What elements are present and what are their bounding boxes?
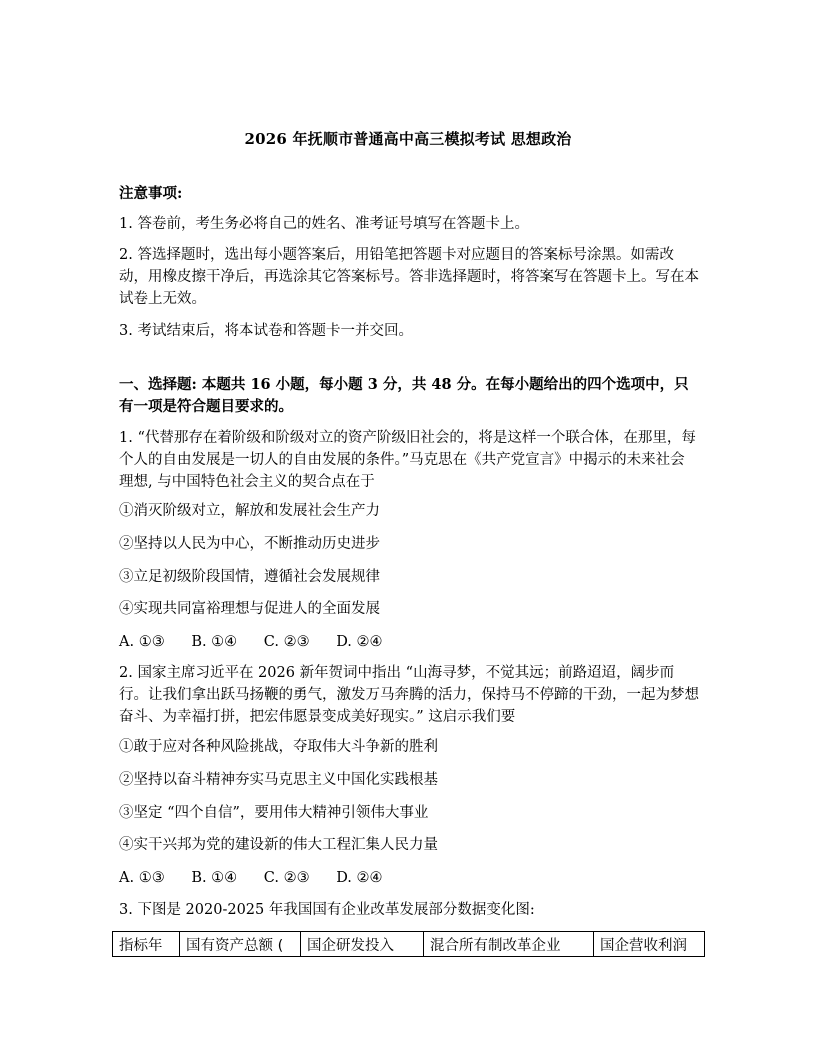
section-heading: 一、选择题: 本题共 16 小题，每小题 3 分，共 48 分。在每小题给出的四个选项中，只有一项是符合题目要求的。 — [119, 376, 689, 415]
table-header-cell: 国企营收利润 — [594, 932, 705, 957]
choice-c: C. ②③ — [263, 634, 310, 650]
notice-item-2: 2. 答选择题时，选出每小题答案后，用铅笔把答题卡对应题目的答案标号涂黑。如需改动，用橡皮擦干净后，再选涂其它答案标号。答非选择题时，将答案写在答题卡上。写在本试卷上无效。 — [119, 247, 699, 307]
question-2-choices — [119, 867, 405, 889]
data-table — [112, 931, 705, 957]
choice-d: D. ②④ — [336, 870, 383, 886]
table-header-cell: 国有资产总额 ( — [180, 932, 301, 957]
question-2-option-3: ③坚定 “四个自信”，要用伟大精神引领伟大事业 — [119, 805, 429, 821]
choice-b: B. ①④ — [191, 634, 238, 650]
question-2-stem: 2. 国家主席习近平在 2026 新年贺词中指出 “山海寻梦，不觉其远；前路迢迢，阔步而行。让我们拿出跃马扬鞭的勇气，激发万马奔腾的活力，保持马不停蹄的干劲，一起为梦想奋斗、为幸福打拼，把宏伟愿景变成美好现实。” 这启示我们要 — [119, 665, 699, 725]
question-1-option-2: ②坚持以人民为中心，不断推动历史进步 — [119, 536, 380, 552]
notice-item-3: 3. 考试结束后，将本试卷和答题卡一并交回。 — [119, 323, 413, 339]
choice-a: A. ①③ — [119, 634, 165, 650]
question-2-option-2: ②坚持以奋斗精神夯实马克思主义中国化实践根基 — [119, 772, 438, 788]
page-title: 2026 年抚顺市普通高中高三模拟考试 思想政治 — [244, 130, 572, 148]
notice-item-1: 1. 答卷前，考生务必将自己的姓名、准考证号填写在答题卡上。 — [119, 216, 529, 232]
question-1-option-3: ③立足初级阶段国情，遵循社会发展规律 — [119, 569, 380, 585]
choice-c: C. ②③ — [263, 870, 310, 886]
choice-b: B. ①④ — [191, 870, 238, 886]
choice-d: D. ②④ — [336, 634, 383, 650]
question-2-option-1: ①敢于应对各种风险挑战，夺取伟大斗争新的胜利 — [119, 739, 438, 755]
question-1-option-1: ①消灭阶级对立，解放和发展社会生产力 — [119, 503, 380, 519]
question-1-option-4: ④实现共同富裕理想与促进人的全面发展 — [119, 601, 380, 617]
notice-heading: 注意事项: — [119, 185, 183, 202]
question-1-choices — [119, 631, 405, 653]
table-header-cell: 指标年 — [113, 932, 180, 957]
table-header-row — [113, 932, 705, 957]
question-3-stem: 3. 下图是 2020-2025 年我国国有企业改革发展部分数据变化图: — [119, 902, 535, 918]
choice-a: A. ①③ — [119, 870, 165, 886]
question-1-stem: 1. “代替那存在着阶级和阶级对立的资产阶级旧社会的，将是这样一个联合体，在那里，每个人的自由发展是一切人的自由发展的条件。”马克思在《共产党宣言》中揭示的未来社会理想, 与中国特色社会主义的契合点在于 — [119, 430, 696, 490]
question-2-option-4: ④实干兴邦为党的建设新的伟大工程汇集人民力量 — [119, 837, 438, 853]
table-header-cell: 混合所有制改革企业 — [424, 932, 594, 957]
table-header-cell: 国企研发投入 — [301, 932, 424, 957]
